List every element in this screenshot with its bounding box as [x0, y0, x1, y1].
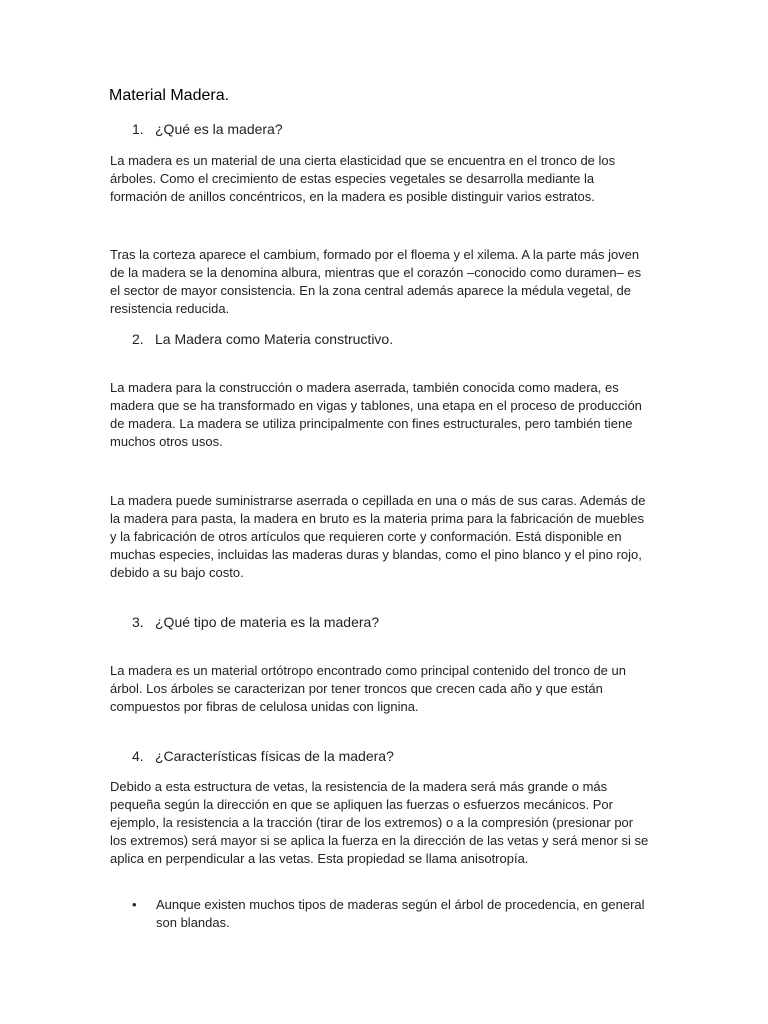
section-heading-2: [132, 331, 393, 347]
paragraph: La madera puede suministrarse aserrada o cepillada en una o más de sus caras. Además de la madera para pasta, la madera en bruto es la materia prima para la fabricación de muebles y la fabricación de otros artículos que requieren corte y conformación. Está disponible en muchas especies, incluidas las maderas duras y blandas, como el pino blanco y el pino rojo, debido a su bajo costo.: [110, 493, 646, 580]
paragraph: Tras la corteza aparece el cambium, formado por el floema y el xilema. A la parte más joven de la madera se la denomina albura, mientras que el corazón –conocido como duramen– es el sector de mayor consistencia. En la zona central además aparece la médula vegetal, de resistencia reducida.: [110, 247, 642, 316]
section-heading-text: ¿Qué tipo de materia es la madera?: [155, 614, 380, 630]
paragraph: La madera es un material ortótropo encontrado como principal contenido del tronco de un árbol. Los árboles se caracterizan por tener troncos que crecen cada año y que están compuestos por fibras de celulosa unidas con lignina.: [110, 663, 626, 714]
section-heading-text: ¿Qué es la madera?: [155, 121, 283, 137]
section-number: 3.: [132, 614, 144, 630]
section-heading-text: ¿Características físicas de la madera?: [155, 748, 394, 764]
paragraph: La madera para la construcción o madera aserrada, también conocida como madera, es madera que se ha transformado en vigas y tablones, una etapa en el proceso de producción de madera. La madera se utiliza principalmente con fines estructurales, pero también tiene muchos otros usos.: [110, 380, 642, 449]
section-number: 2.: [132, 331, 144, 347]
section-heading-text: La Madera como Materia constructivo.: [155, 331, 394, 347]
section-number: 4.: [132, 748, 144, 764]
bullet-marker: •: [132, 897, 137, 912]
section-heading-1: [132, 121, 283, 137]
bullet-text: Aunque existen muchos tipos de maderas según el árbol de procedencia, en general son blandas.: [156, 897, 645, 930]
section-number: 1.: [132, 121, 144, 137]
document-title: Material Madera.: [109, 87, 230, 104]
section-heading-4: [132, 748, 394, 764]
paragraph: Debido a esta estructura de vetas, la resistencia de la madera será más grande o más pequeña según la dirección en que se apliquen las fuerzas o esfuerzos mecánicos. Por ejemplo, la resistencia a la tracción (tirar de los extremos) o a la compresión (presionar por los extremos) será mayor si se aplica la fuerza en la dirección de las vetas y será menor si se aplica en perpendicular a las vetas. Esta propiedad se llama anisotropía.: [110, 779, 649, 866]
section-heading-3: [132, 614, 379, 630]
bullet-list-item: [132, 896, 652, 932]
paragraph: La madera es un material de una cierta elasticidad que se encuentra en el tronco de los árboles. Como el crecimiento de estas especies vegetales se desarrolla mediante la formación de anillos concéntricos, en la madera es posible distinguir varios estratos.: [110, 153, 616, 204]
